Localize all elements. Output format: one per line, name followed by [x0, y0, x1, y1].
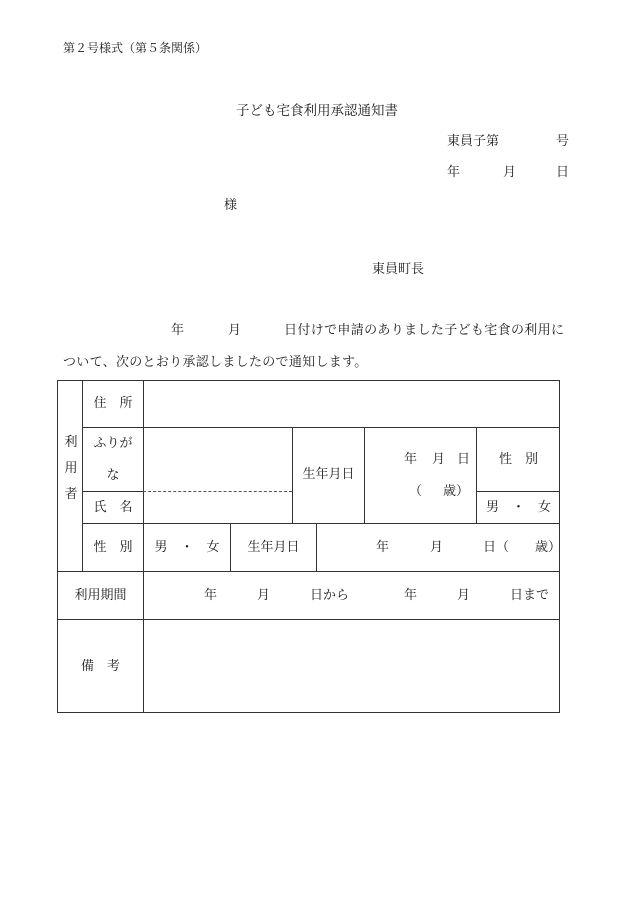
table-rule-dashed — [143, 491, 292, 492]
table-rule — [82, 491, 143, 492]
birth-year: 年 — [404, 452, 418, 467]
remarks-label: 備 考 — [80, 659, 120, 674]
period-to-year: 年 — [404, 588, 418, 603]
reference-number-suffix: 号 — [556, 134, 570, 149]
table-rule — [364, 427, 365, 523]
body-text-line2: ついて、次のとおり承認しましたので通知します。 — [63, 355, 368, 370]
gender-options: 男 ・ 女 — [485, 500, 551, 515]
table-rule — [82, 523, 560, 524]
row4-gender-options: 男 ・ 女 — [154, 540, 220, 555]
gender-label: 性 別 — [498, 452, 538, 467]
issue-date-year: 年 — [447, 165, 461, 180]
issuer-name: 東員町長 — [372, 262, 425, 277]
furigana-label-line1: ふりが — [93, 436, 133, 451]
period-from-day: 日から — [310, 588, 350, 603]
issue-date-day: 日 — [556, 165, 570, 180]
period-from-year: 年 — [204, 588, 218, 603]
period-label: 利用期間 — [74, 588, 127, 603]
address-label: 住 所 — [93, 396, 133, 411]
period-from-month: 月 — [257, 588, 271, 603]
age-close: 歳） — [443, 484, 470, 499]
table-rule — [57, 619, 560, 620]
period-to-month: 月 — [457, 588, 471, 603]
addressee-honorific: 様 — [224, 198, 238, 213]
table-rule — [476, 491, 560, 492]
furigana-label-line2: な — [106, 468, 120, 483]
age-open: （ — [409, 484, 423, 499]
body-text-line1: 日付けで申請のありました子ども宅食の利用に — [284, 323, 565, 338]
table-rule — [82, 427, 560, 428]
row4-month: 月 — [430, 540, 444, 555]
body-date-month: 月 — [228, 323, 242, 338]
form-number-label: 第２号様式（第５条関係） — [63, 41, 208, 55]
birth-day: 日 — [457, 452, 471, 467]
reference-number-prefix: 東員子第 — [447, 134, 500, 149]
table-rule — [57, 571, 560, 572]
user-vertical-label: 利 用 者 — [64, 435, 78, 502]
issue-date-month: 月 — [503, 165, 517, 180]
name-label: 氏 名 — [93, 500, 133, 515]
document-title: 子ども宅食利用承認通知書 — [236, 103, 398, 119]
birthdate-label: 生年月日 — [302, 467, 355, 482]
row4-birthdate-label: 生年月日 — [247, 540, 300, 555]
row4-day-age: 日（ 歳） — [483, 540, 562, 555]
birth-month: 月 — [432, 452, 446, 467]
row4-year: 年 — [376, 540, 390, 555]
table-rule — [316, 523, 317, 571]
period-to-day: 日まで — [510, 588, 550, 603]
row4-gender-label: 性 別 — [93, 540, 133, 555]
body-date-year: 年 — [171, 323, 185, 338]
